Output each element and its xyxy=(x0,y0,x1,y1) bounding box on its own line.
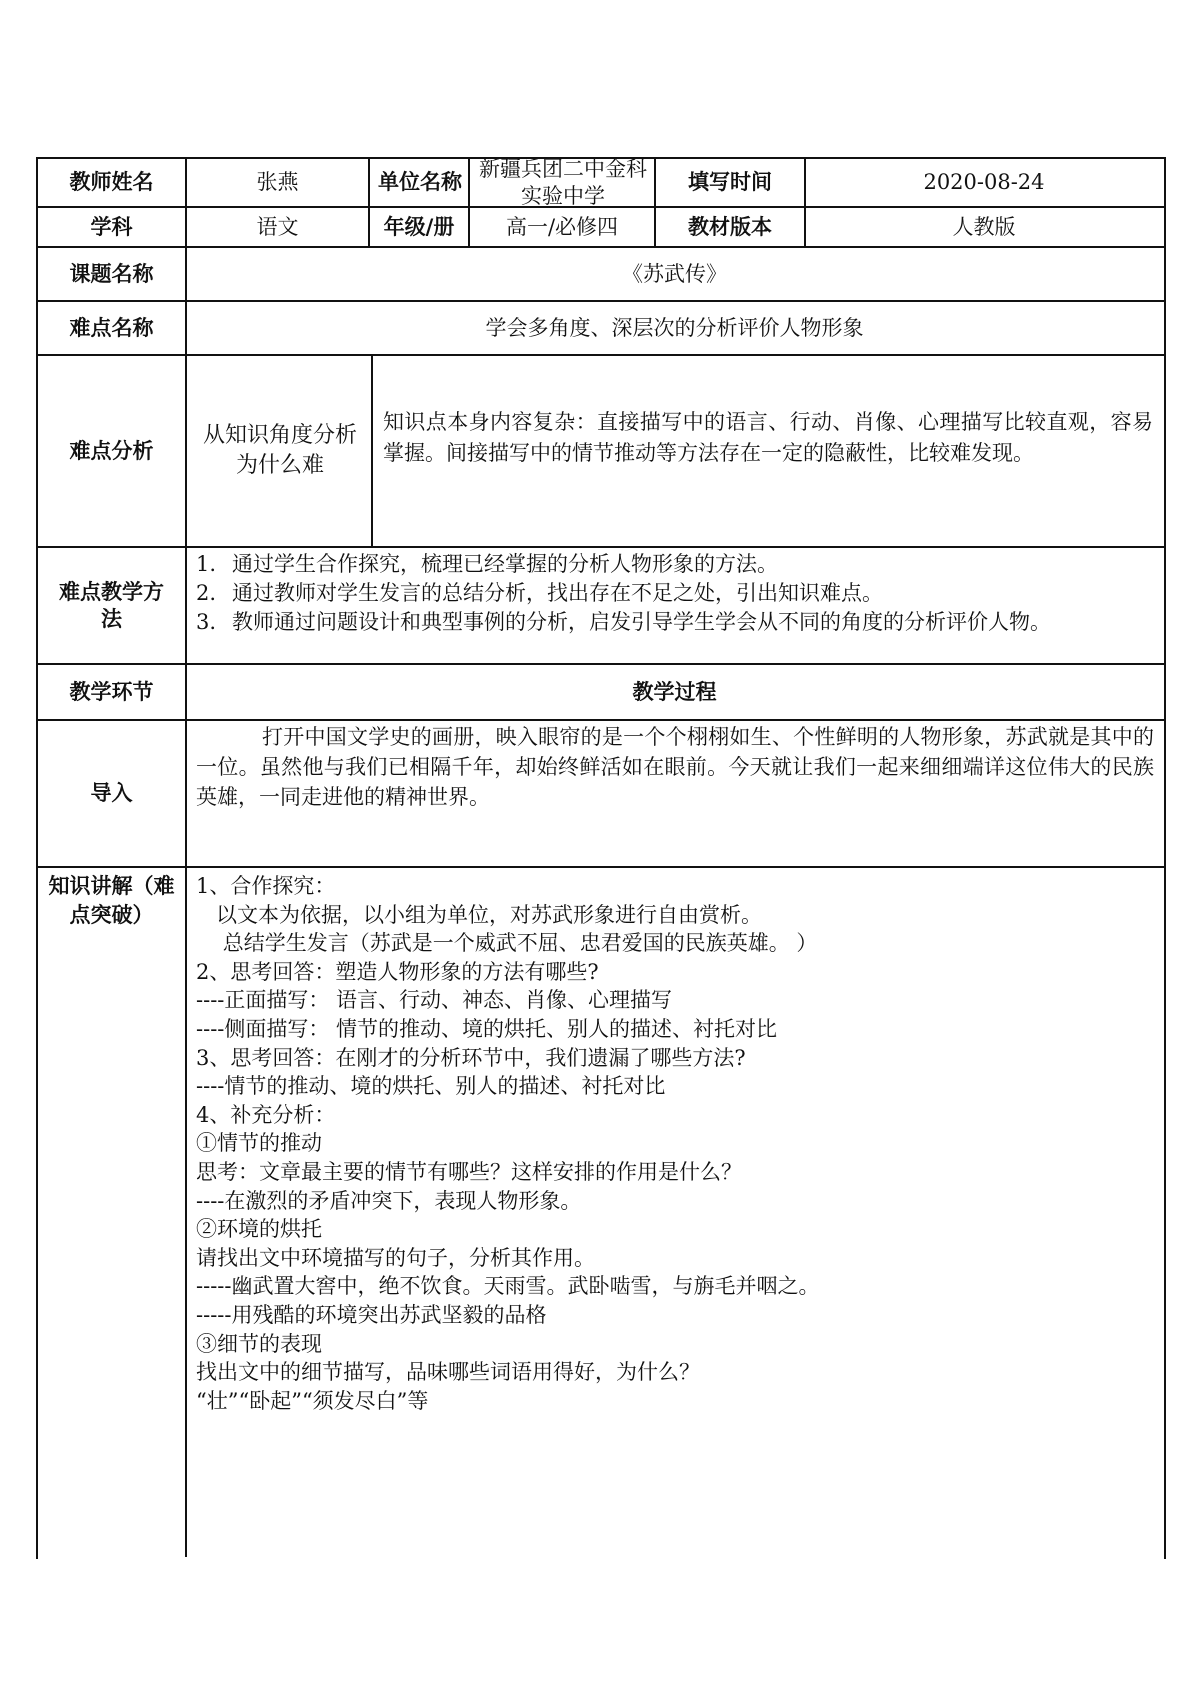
topic-value: 《苏武传》 xyxy=(622,261,727,286)
intro-text: 打开中国文学史的画册，映入眼帘的是一个个栩栩如生、个性鲜明的人物形象，苏武就是其中的一位。虽然他与我们已相隔千年，却始终鲜活如在眼前。今天就让我们一起来细细端详这位伟大的民族英雄，一同走进他的精神世界。 xyxy=(196,725,1154,809)
knowledge-line: ①情节的推动 xyxy=(196,1131,322,1156)
list-item xyxy=(196,608,1158,637)
list-item xyxy=(196,579,1158,608)
list-item xyxy=(196,550,1158,579)
knowledge-line: -----幽武置大窖中，绝不饮食。天雨雪。武卧啮雪，与旃毛并咽之。 xyxy=(196,1274,820,1299)
knowledge-line: 1、合作探究： xyxy=(196,874,336,898)
knowledge-line: ----正面描写： 语言、行动、神态、肖像、心理描写 xyxy=(196,988,673,1013)
knowledge-content xyxy=(196,872,1156,1415)
list-item-number: 2. xyxy=(196,581,217,605)
date-label: 填写时间 xyxy=(688,170,772,194)
unit-value: 新疆兵团二中金科实验中学 xyxy=(479,156,647,208)
analysis-sub-label: 从知识角度分析为什么难 xyxy=(202,423,357,478)
knowledge-line: 3、思考回答：在刚才的分析环节中，我们遗漏了哪些方法? xyxy=(196,1045,746,1070)
knowledge-line: ----侧面描写： 情节的推动、境的烘托、别人的描述、衬托对比 xyxy=(196,1016,778,1041)
analysis-text: 知识点本身内容复杂：直接描写中的语言、行动、肖像、心理描写比较直观，容易掌握。间接描写中的情节推动等方法存在一定的隐蔽性，比较难发现。 xyxy=(383,410,1153,465)
edition-value: 人教版 xyxy=(952,214,1016,239)
list-item-text: 通过学生合作探究，梳理已经掌握的分析人物形象的方法。 xyxy=(232,552,778,576)
analysis-label: 难点分析 xyxy=(69,438,154,463)
stage-header: 教学环节 xyxy=(69,679,154,704)
list-item-number: 1. xyxy=(196,552,217,576)
subject-value: 语文 xyxy=(256,214,299,239)
date-value: 2020-08-24 xyxy=(923,170,1045,194)
intro-label: 导入 xyxy=(90,781,133,805)
grade-value: 高一/必修四 xyxy=(505,214,619,239)
knowledge-line: ②环境的烘托 xyxy=(196,1217,322,1242)
row-divider xyxy=(36,866,1164,868)
edition-label: 教材版本 xyxy=(688,214,772,239)
column-divider xyxy=(371,354,373,546)
process-header: 教学过程 xyxy=(632,679,717,704)
knowledge-line: ----在激烈的矛盾冲突下，表现人物形象。 xyxy=(196,1188,582,1213)
list-item-text: 教师通过问题设计和典型事例的分析，启发引导学生学会从不同的角度的分析评价人物。 xyxy=(232,610,1051,634)
list-item-text: 通过教师对学生发言的总结分析，找出存在不足之处，引出知识难点。 xyxy=(232,581,883,605)
knowledge-line: 4、补充分析： xyxy=(196,1102,336,1127)
difficulty-label: 难点名称 xyxy=(69,315,154,340)
list-item-number: 3. xyxy=(196,610,217,634)
knowledge-line: 总结学生发言（苏武是一个威武不屈、忠君爱国的民族英雄。 ） xyxy=(196,931,818,956)
knowledge-line: ③细节的表现 xyxy=(196,1331,322,1356)
row-divider xyxy=(36,719,1164,721)
knowledge-line: 思考：文章最主要的情节有哪些？这样安排的作用是什么？ xyxy=(196,1159,742,1184)
knowledge-line: ----情节的推动、境的烘托、别人的描述、衬托对比 xyxy=(196,1074,666,1099)
knowledge-line: 找出文中的细节描写，品味哪些词语用得好，为什么？ xyxy=(196,1360,700,1385)
methods-list xyxy=(196,550,1158,637)
knowledge-line: -----用残酷的环境突出苏武坚毅的品格 xyxy=(196,1302,547,1327)
column-divider xyxy=(185,157,187,1557)
topic-label: 课题名称 xyxy=(69,261,154,286)
knowledge-line: 以文本为依据，以小组为单位，对苏武形象进行自由赏析。 xyxy=(196,902,763,927)
subject-label: 学科 xyxy=(90,214,133,239)
methods-label: 难点教学方法 xyxy=(59,579,164,631)
row-divider xyxy=(36,546,1164,548)
knowledge-line: 请找出文中环境描写的句子，分析其作用。 xyxy=(196,1245,595,1270)
knowledge-line: 2、思考回答：塑造人物形象的方法有哪些? xyxy=(196,959,599,984)
teacher-value: 张燕 xyxy=(256,170,299,194)
knowledge-line: “壮”“卧起”“须发尽白”等 xyxy=(196,1388,429,1413)
difficulty-value: 学会多角度、深层次的分析评价人物形象 xyxy=(485,315,864,340)
teacher-label: 教师姓名 xyxy=(69,170,154,194)
unit-label: 单位名称 xyxy=(378,170,462,194)
grade-label: 年级/册 xyxy=(383,214,455,239)
knowledge-label: 知识讲解（难点突破） xyxy=(48,874,175,927)
